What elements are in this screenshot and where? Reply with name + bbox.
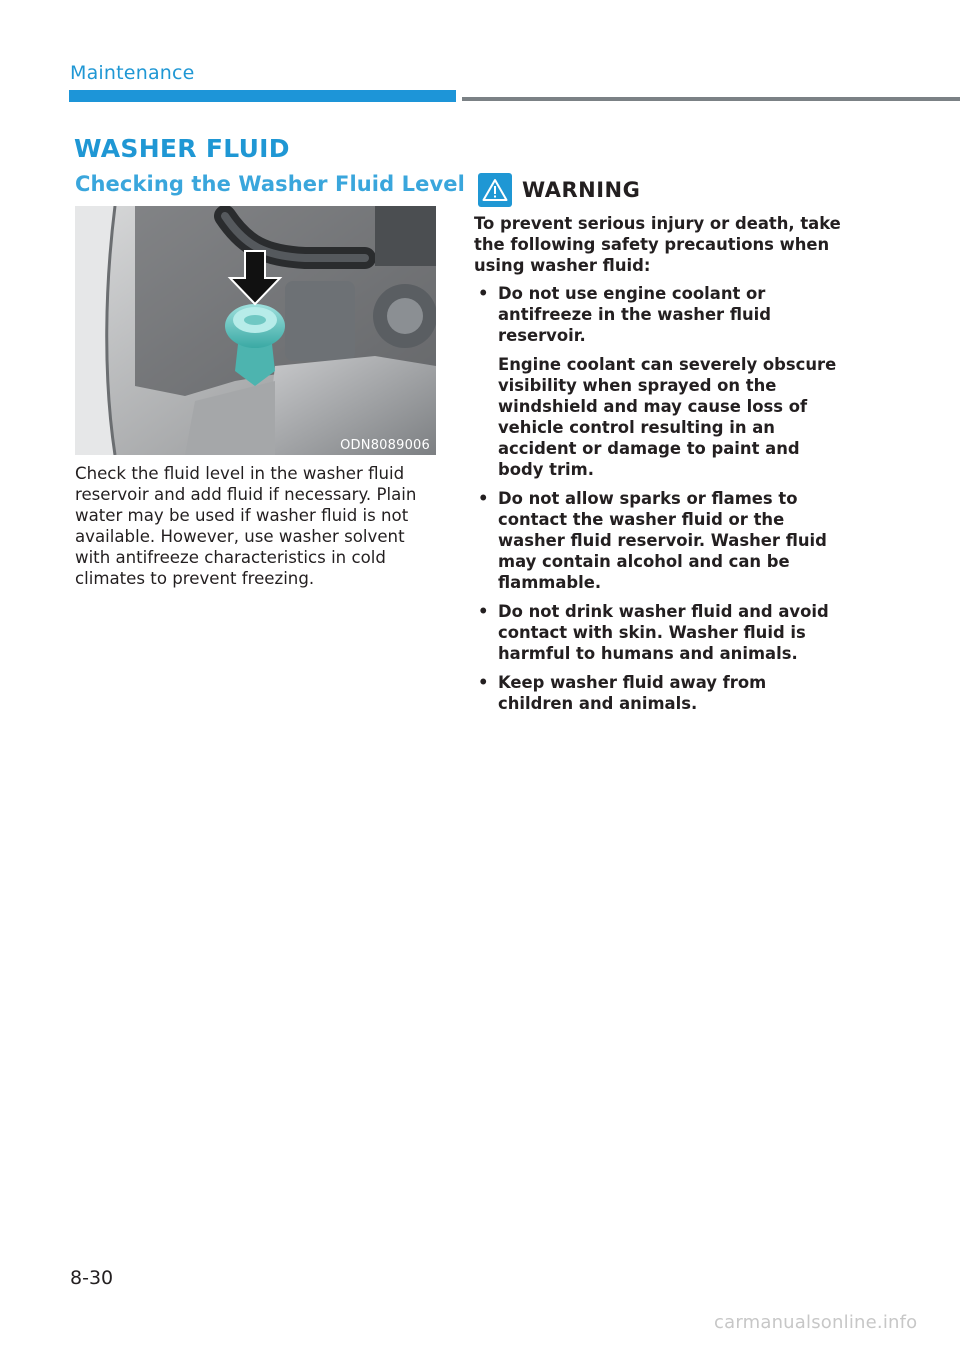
header-section-label: Maintenance [70, 62, 195, 84]
bullet: • [478, 602, 489, 621]
warning-item-text: Keep washer fluid away from children and animals. [498, 673, 767, 713]
warning-item [474, 601, 844, 664]
warning-list [474, 283, 844, 722]
body-paragraph: Check the fluid level in the washer fluid reservoir and add fluid if necessary. Plain water may be used if washer fluid is not available. However, use washer solvent with antifreeze characteristics in cold climates to prevent freezing. [75, 464, 417, 588]
warning-item [474, 488, 844, 593]
engine-bay-illustration [75, 206, 436, 455]
warning-item-text: Do not allow sparks or flames to contact the washer fluid or the washer fluid reservoir. Washer fluid may contain alcohol and can be flammable. [498, 489, 827, 592]
warning-item-text: Do not drink washer fluid and avoid contact with skin. Washer fluid is harmful to humans and animals. [498, 602, 829, 663]
bullet: • [478, 673, 489, 692]
bullet: • [478, 489, 489, 508]
warning-item [474, 672, 844, 714]
warning-intro: To prevent serious injury or death, take the following safety precautions when using washer fluid: [474, 214, 841, 275]
warning-triangle-icon [478, 173, 512, 207]
warning-header [478, 172, 640, 208]
warning-item-text: Do not use engine coolant or antifreeze in the washer fluid reservoir. [498, 284, 772, 345]
page-number: 8-30 [70, 1267, 114, 1289]
warning-title: WARNING [522, 178, 641, 202]
warning-item [474, 283, 844, 480]
engine-bay-figure [75, 206, 436, 455]
subsection-title: Checking the Washer Fluid Level [75, 172, 465, 196]
header-rule-accent [69, 90, 456, 102]
watermark: carmanualsonline.info [714, 1312, 918, 1333]
figure-code: ODN8089006 [340, 438, 430, 453]
section-title: WASHER FLUID [74, 134, 290, 163]
header-rule [462, 97, 960, 101]
bullet: • [478, 284, 489, 303]
warning-item-note: Engine coolant can severely obscure visibility when sprayed on the windshield and may cause loss of vehicle control resulting in an accident or damage to paint and body trim. [498, 355, 837, 479]
